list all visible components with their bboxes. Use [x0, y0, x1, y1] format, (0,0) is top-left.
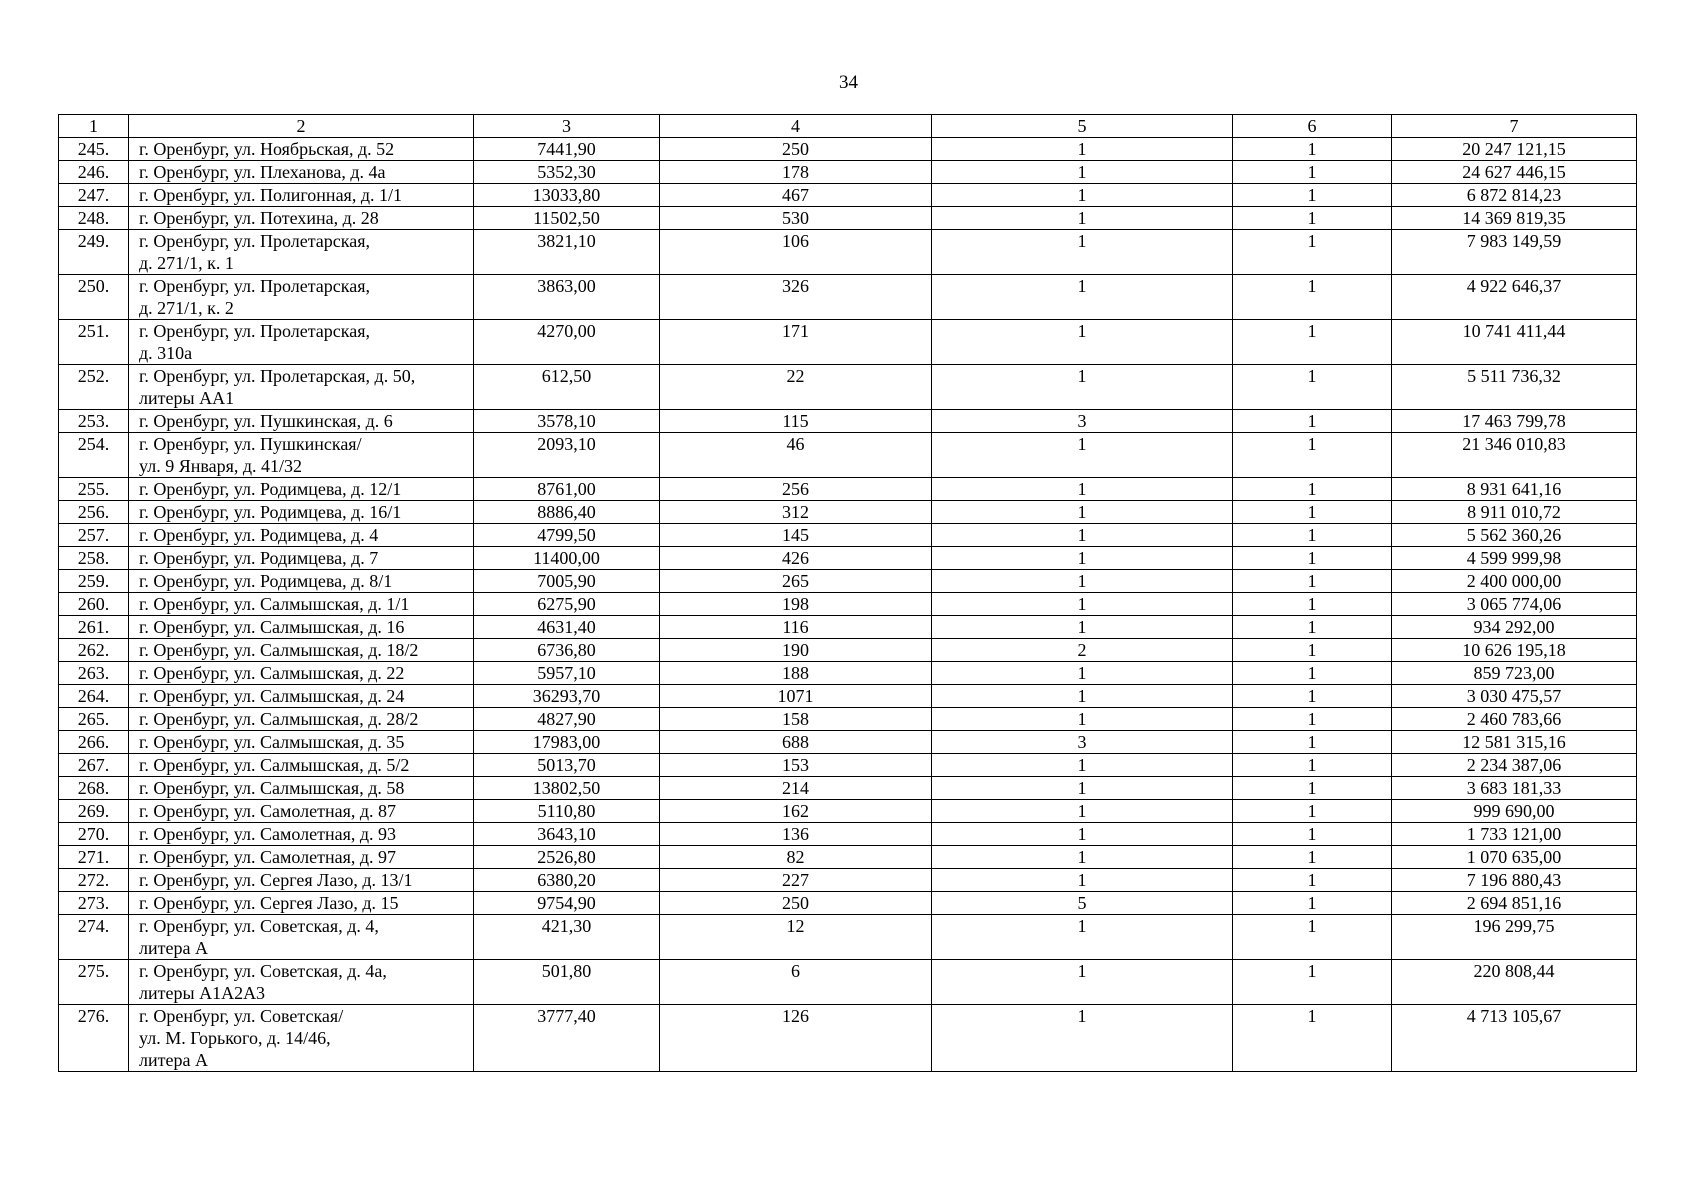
cell-address: г. Оренбург, ул. Родимцева, д. 7: [129, 547, 474, 570]
cell-row-number: 270.: [59, 823, 129, 846]
cell-row-number: 276.: [59, 1005, 129, 1072]
cell-residents: 22: [660, 365, 932, 410]
cell-row-number: 252.: [59, 365, 129, 410]
cell-address: г. Оренбург, ул. Советская, д. 4, литера А: [129, 915, 474, 960]
cell-address: г. Оренбург, ул. Родимцева, д. 8/1: [129, 570, 474, 593]
cell-area: 4827,90: [474, 708, 660, 731]
cell-address: г. Оренбург, ул. Салмышская, д. 58: [129, 777, 474, 800]
cell-amount: 7 196 880,43: [1392, 869, 1637, 892]
cell-address: г. Оренбург, ул. Сергея Лазо, д. 13/1: [129, 869, 474, 892]
cell-col6-value: 1: [1233, 230, 1392, 275]
cell-col5-value: 1: [932, 915, 1233, 960]
cell-row-number: 248.: [59, 207, 129, 230]
cell-row-number: 269.: [59, 800, 129, 823]
cell-amount: 2 234 387,06: [1392, 754, 1637, 777]
cell-residents: 82: [660, 846, 932, 869]
cell-row-number: 268.: [59, 777, 129, 800]
table-row: [59, 524, 1637, 547]
cell-residents: 116: [660, 616, 932, 639]
cell-amount: 7 983 149,59: [1392, 230, 1637, 275]
table-row: [59, 230, 1637, 275]
cell-row-number: 256.: [59, 501, 129, 524]
cell-amount: 1 733 121,00: [1392, 823, 1637, 846]
cell-row-number: 262.: [59, 639, 129, 662]
cell-area: 11502,50: [474, 207, 660, 230]
table-row: [59, 433, 1637, 478]
cell-col6-value: 1: [1233, 800, 1392, 823]
cell-col5-value: 1: [932, 570, 1233, 593]
cell-amount: 934 292,00: [1392, 616, 1637, 639]
cell-address: г. Оренбург, ул. Пушкинская, д. 6: [129, 410, 474, 433]
table-row: [59, 731, 1637, 754]
cell-area: 9754,90: [474, 892, 660, 915]
cell-col6-value: 1: [1233, 639, 1392, 662]
cell-col5-value: 1: [932, 662, 1233, 685]
cell-residents: 312: [660, 501, 932, 524]
cell-col6-value: 1: [1233, 433, 1392, 478]
cell-row-number: 258.: [59, 547, 129, 570]
cell-residents: 115: [660, 410, 932, 433]
table-row: [59, 320, 1637, 365]
table-row: [59, 570, 1637, 593]
cell-col5-value: 1: [932, 184, 1233, 207]
cell-col5-value: 1: [932, 960, 1233, 1005]
header-cell-6: 6: [1233, 115, 1392, 138]
cell-col6-value: 1: [1233, 320, 1392, 365]
cell-col5-value: 1: [932, 823, 1233, 846]
cell-area: 2526,80: [474, 846, 660, 869]
cell-col6-value: 1: [1233, 161, 1392, 184]
cell-col6-value: 1: [1233, 892, 1392, 915]
cell-amount: 24 627 446,15: [1392, 161, 1637, 184]
header-cell-5: 5: [932, 115, 1233, 138]
cell-residents: 250: [660, 138, 932, 161]
cell-row-number: 246.: [59, 161, 129, 184]
cell-area: 8886,40: [474, 501, 660, 524]
cell-row-number: 259.: [59, 570, 129, 593]
cell-residents: 6: [660, 960, 932, 1005]
cell-residents: 153: [660, 754, 932, 777]
table-row: [59, 823, 1637, 846]
cell-col5-value: 1: [932, 1005, 1233, 1072]
cell-area: 17983,00: [474, 731, 660, 754]
cell-col6-value: 1: [1233, 731, 1392, 754]
cell-col6-value: 1: [1233, 524, 1392, 547]
cell-row-number: 274.: [59, 915, 129, 960]
cell-area: 36293,70: [474, 685, 660, 708]
cell-col5-value: 1: [932, 754, 1233, 777]
cell-amount: 3 683 181,33: [1392, 777, 1637, 800]
cell-amount: 12 581 315,16: [1392, 731, 1637, 754]
cell-area: 3578,10: [474, 410, 660, 433]
cell-amount: 4 713 105,67: [1392, 1005, 1637, 1072]
cell-address: г. Оренбург, ул. Пролетарская, д. 50, литеры АА1: [129, 365, 474, 410]
cell-residents: 158: [660, 708, 932, 731]
cell-area: 11400,00: [474, 547, 660, 570]
cell-col5-value: 1: [932, 547, 1233, 570]
cell-col5-value: 1: [932, 230, 1233, 275]
table-row: [59, 846, 1637, 869]
cell-address: г. Оренбург, ул. Салмышская, д. 24: [129, 685, 474, 708]
cell-address: г. Оренбург, ул. Салмышская, д. 5/2: [129, 754, 474, 777]
cell-col5-value: 3: [932, 410, 1233, 433]
table-body: [59, 115, 1637, 1072]
cell-address: г. Оренбург, ул. Салмышская, д. 22: [129, 662, 474, 685]
cell-col6-value: 1: [1233, 915, 1392, 960]
table-row: [59, 639, 1637, 662]
cell-area: 4799,50: [474, 524, 660, 547]
cell-col6-value: 1: [1233, 616, 1392, 639]
cell-address: г. Оренбург, ул. Пролетарская, д. 310а: [129, 320, 474, 365]
cell-residents: 326: [660, 275, 932, 320]
cell-col5-value: 1: [932, 524, 1233, 547]
cell-col6-value: 1: [1233, 138, 1392, 161]
cell-amount: 2 460 783,66: [1392, 708, 1637, 731]
table-row: [59, 478, 1637, 501]
cell-area: 612,50: [474, 365, 660, 410]
cell-residents: 265: [660, 570, 932, 593]
cell-col5-value: 1: [932, 685, 1233, 708]
cell-area: 6736,80: [474, 639, 660, 662]
cell-col5-value: 1: [932, 433, 1233, 478]
cell-col5-value: 1: [932, 708, 1233, 731]
cell-address: г. Оренбург, ул. Салмышская, д. 28/2: [129, 708, 474, 731]
cell-residents: 12: [660, 915, 932, 960]
cell-area: 4631,40: [474, 616, 660, 639]
cell-row-number: 255.: [59, 478, 129, 501]
cell-col5-value: 1: [932, 320, 1233, 365]
cell-area: 6275,90: [474, 593, 660, 616]
cell-amount: 999 690,00: [1392, 800, 1637, 823]
cell-residents: 256: [660, 478, 932, 501]
header-cell-1: 1: [59, 115, 129, 138]
cell-area: 4270,00: [474, 320, 660, 365]
table-row: [59, 138, 1637, 161]
cell-col5-value: 1: [932, 616, 1233, 639]
cell-residents: 426: [660, 547, 932, 570]
cell-col5-value: 3: [932, 731, 1233, 754]
table-row: [59, 685, 1637, 708]
cell-area: 2093,10: [474, 433, 660, 478]
cell-area: 5013,70: [474, 754, 660, 777]
cell-col6-value: 1: [1233, 410, 1392, 433]
cell-col6-value: 1: [1233, 823, 1392, 846]
cell-col5-value: 1: [932, 207, 1233, 230]
cell-amount: 859 723,00: [1392, 662, 1637, 685]
cell-col6-value: 1: [1233, 547, 1392, 570]
cell-col6-value: 1: [1233, 846, 1392, 869]
table-row: [59, 501, 1637, 524]
cell-col5-value: 1: [932, 593, 1233, 616]
cell-address: г. Оренбург, ул. Пролетарская, д. 271/1, к. 2: [129, 275, 474, 320]
cell-col6-value: 1: [1233, 754, 1392, 777]
cell-residents: 530: [660, 207, 932, 230]
cell-residents: 198: [660, 593, 932, 616]
cell-col5-value: 5: [932, 892, 1233, 915]
cell-col5-value: 1: [932, 365, 1233, 410]
cell-row-number: 265.: [59, 708, 129, 731]
cell-row-number: 254.: [59, 433, 129, 478]
table-row: [59, 800, 1637, 823]
cell-row-number: 271.: [59, 846, 129, 869]
cell-address: г. Оренбург, ул. Самолетная, д. 93: [129, 823, 474, 846]
header-cell-3: 3: [474, 115, 660, 138]
cell-col5-value: 1: [932, 869, 1233, 892]
cell-area: 3863,00: [474, 275, 660, 320]
cell-row-number: 272.: [59, 869, 129, 892]
cell-residents: 227: [660, 869, 932, 892]
cell-address: г. Оренбург, ул. Сергея Лазо, д. 15: [129, 892, 474, 915]
cell-address: г. Оренбург, ул. Самолетная, д. 97: [129, 846, 474, 869]
cell-residents: 467: [660, 184, 932, 207]
table-row: [59, 960, 1637, 1005]
cell-amount: 21 346 010,83: [1392, 433, 1637, 478]
page-number: 34: [839, 72, 858, 93]
table-row: [59, 365, 1637, 410]
cell-col6-value: 1: [1233, 275, 1392, 320]
cell-col6-value: 1: [1233, 570, 1392, 593]
cell-amount: 8 931 641,16: [1392, 478, 1637, 501]
cell-residents: 190: [660, 639, 932, 662]
cell-col6-value: 1: [1233, 1005, 1392, 1072]
cell-col6-value: 1: [1233, 777, 1392, 800]
header-cell-2: 2: [129, 115, 474, 138]
cell-col6-value: 1: [1233, 501, 1392, 524]
cell-residents: 171: [660, 320, 932, 365]
cell-amount: 3 065 774,06: [1392, 593, 1637, 616]
cell-address: г. Оренбург, ул. Полигонная, д. 1/1: [129, 184, 474, 207]
table-row: [59, 593, 1637, 616]
cell-residents: 688: [660, 731, 932, 754]
cell-amount: 20 247 121,15: [1392, 138, 1637, 161]
cell-address: г. Оренбург, ул. Салмышская, д. 35: [129, 731, 474, 754]
cell-row-number: 249.: [59, 230, 129, 275]
cell-address: г. Оренбург, ул. Салмышская, д. 1/1: [129, 593, 474, 616]
table-header-row: [59, 115, 1637, 138]
cell-residents: 106: [660, 230, 932, 275]
cell-address: г. Оренбург, ул. Плеханова, д. 4а: [129, 161, 474, 184]
cell-row-number: 247.: [59, 184, 129, 207]
cell-address: г. Оренбург, ул. Салмышская, д. 16: [129, 616, 474, 639]
cell-area: 8761,00: [474, 478, 660, 501]
cell-col6-value: 1: [1233, 662, 1392, 685]
cell-amount: 4 922 646,37: [1392, 275, 1637, 320]
cell-address: г. Оренбург, ул. Пушкинская/ ул. 9 Января, д. 41/32: [129, 433, 474, 478]
cell-area: 7005,90: [474, 570, 660, 593]
cell-amount: 4 599 999,98: [1392, 547, 1637, 570]
table-row: [59, 1005, 1637, 1072]
cell-residents: 162: [660, 800, 932, 823]
table-row: [59, 410, 1637, 433]
cell-amount: 5 511 736,32: [1392, 365, 1637, 410]
cell-area: 3821,10: [474, 230, 660, 275]
cell-col6-value: 1: [1233, 708, 1392, 731]
cell-col5-value: 1: [932, 138, 1233, 161]
cell-address: г. Оренбург, ул. Ноябрьская, д. 52: [129, 138, 474, 161]
table-row: [59, 616, 1637, 639]
cell-col5-value: 2: [932, 639, 1233, 662]
cell-amount: 10 741 411,44: [1392, 320, 1637, 365]
registry-table: [58, 114, 1637, 1072]
cell-amount: 6 872 814,23: [1392, 184, 1637, 207]
cell-row-number: 267.: [59, 754, 129, 777]
cell-amount: 196 299,75: [1392, 915, 1637, 960]
cell-address: г. Оренбург, ул. Родимцева, д. 16/1: [129, 501, 474, 524]
cell-residents: 250: [660, 892, 932, 915]
cell-col6-value: 1: [1233, 207, 1392, 230]
cell-area: 5352,30: [474, 161, 660, 184]
cell-row-number: 275.: [59, 960, 129, 1005]
header-cell-4: 4: [660, 115, 932, 138]
cell-amount: 2 694 851,16: [1392, 892, 1637, 915]
cell-residents: 214: [660, 777, 932, 800]
cell-area: 3777,40: [474, 1005, 660, 1072]
cell-area: 13033,80: [474, 184, 660, 207]
cell-col5-value: 1: [932, 161, 1233, 184]
cell-row-number: 273.: [59, 892, 129, 915]
table-row: [59, 777, 1637, 800]
cell-area: 5957,10: [474, 662, 660, 685]
cell-residents: 126: [660, 1005, 932, 1072]
cell-amount: 220 808,44: [1392, 960, 1637, 1005]
cell-amount: 3 030 475,57: [1392, 685, 1637, 708]
cell-row-number: 260.: [59, 593, 129, 616]
cell-area: 421,30: [474, 915, 660, 960]
cell-row-number: 261.: [59, 616, 129, 639]
cell-area: 13802,50: [474, 777, 660, 800]
cell-address: г. Оренбург, ул. Родимцева, д. 4: [129, 524, 474, 547]
cell-residents: 188: [660, 662, 932, 685]
cell-amount: 2 400 000,00: [1392, 570, 1637, 593]
cell-residents: 1071: [660, 685, 932, 708]
cell-amount: 5 562 360,26: [1392, 524, 1637, 547]
cell-area: 501,80: [474, 960, 660, 1005]
table-row: [59, 184, 1637, 207]
cell-area: 5110,80: [474, 800, 660, 823]
cell-row-number: 253.: [59, 410, 129, 433]
cell-row-number: 263.: [59, 662, 129, 685]
table-row: [59, 754, 1637, 777]
cell-col5-value: 1: [932, 275, 1233, 320]
cell-residents: 136: [660, 823, 932, 846]
cell-address: г. Оренбург, ул. Родимцева, д. 12/1: [129, 478, 474, 501]
cell-col5-value: 1: [932, 777, 1233, 800]
cell-col5-value: 1: [932, 501, 1233, 524]
cell-col6-value: 1: [1233, 869, 1392, 892]
cell-col6-value: 1: [1233, 478, 1392, 501]
cell-row-number: 264.: [59, 685, 129, 708]
cell-address: г. Оренбург, ул. Салмышская, д. 18/2: [129, 639, 474, 662]
cell-amount: 10 626 195,18: [1392, 639, 1637, 662]
cell-amount: 17 463 799,78: [1392, 410, 1637, 433]
cell-residents: 178: [660, 161, 932, 184]
table-row: [59, 892, 1637, 915]
cell-area: 3643,10: [474, 823, 660, 846]
cell-col6-value: 1: [1233, 184, 1392, 207]
cell-area: 7441,90: [474, 138, 660, 161]
table-row: [59, 207, 1637, 230]
table-row: [59, 708, 1637, 731]
table-row: [59, 161, 1637, 184]
table-row: [59, 915, 1637, 960]
table-row: [59, 275, 1637, 320]
table-row: [59, 547, 1637, 570]
cell-col5-value: 1: [932, 846, 1233, 869]
cell-amount: 14 369 819,35: [1392, 207, 1637, 230]
cell-address: г. Оренбург, ул. Самолетная, д. 87: [129, 800, 474, 823]
cell-amount: 1 070 635,00: [1392, 846, 1637, 869]
cell-address: г. Оренбург, ул. Советская/ ул. М. Горького, д. 14/46, литера А: [129, 1005, 474, 1072]
table-row: [59, 869, 1637, 892]
table-row: [59, 662, 1637, 685]
cell-row-number: 245.: [59, 138, 129, 161]
header-cell-7: 7: [1392, 115, 1637, 138]
cell-col5-value: 1: [932, 478, 1233, 501]
cell-col5-value: 1: [932, 800, 1233, 823]
cell-address: г. Оренбург, ул. Советская, д. 4а, литеры А1А2А3: [129, 960, 474, 1005]
cell-row-number: 250.: [59, 275, 129, 320]
cell-col6-value: 1: [1233, 960, 1392, 1005]
cell-col6-value: 1: [1233, 593, 1392, 616]
cell-residents: 145: [660, 524, 932, 547]
cell-row-number: 266.: [59, 731, 129, 754]
cell-area: 6380,20: [474, 869, 660, 892]
cell-col6-value: 1: [1233, 685, 1392, 708]
cell-residents: 46: [660, 433, 932, 478]
cell-amount: 8 911 010,72: [1392, 501, 1637, 524]
cell-col6-value: 1: [1233, 365, 1392, 410]
cell-row-number: 251.: [59, 320, 129, 365]
cell-address: г. Оренбург, ул. Пролетарская, д. 271/1, к. 1: [129, 230, 474, 275]
cell-address: г. Оренбург, ул. Потехина, д. 28: [129, 207, 474, 230]
cell-row-number: 257.: [59, 524, 129, 547]
